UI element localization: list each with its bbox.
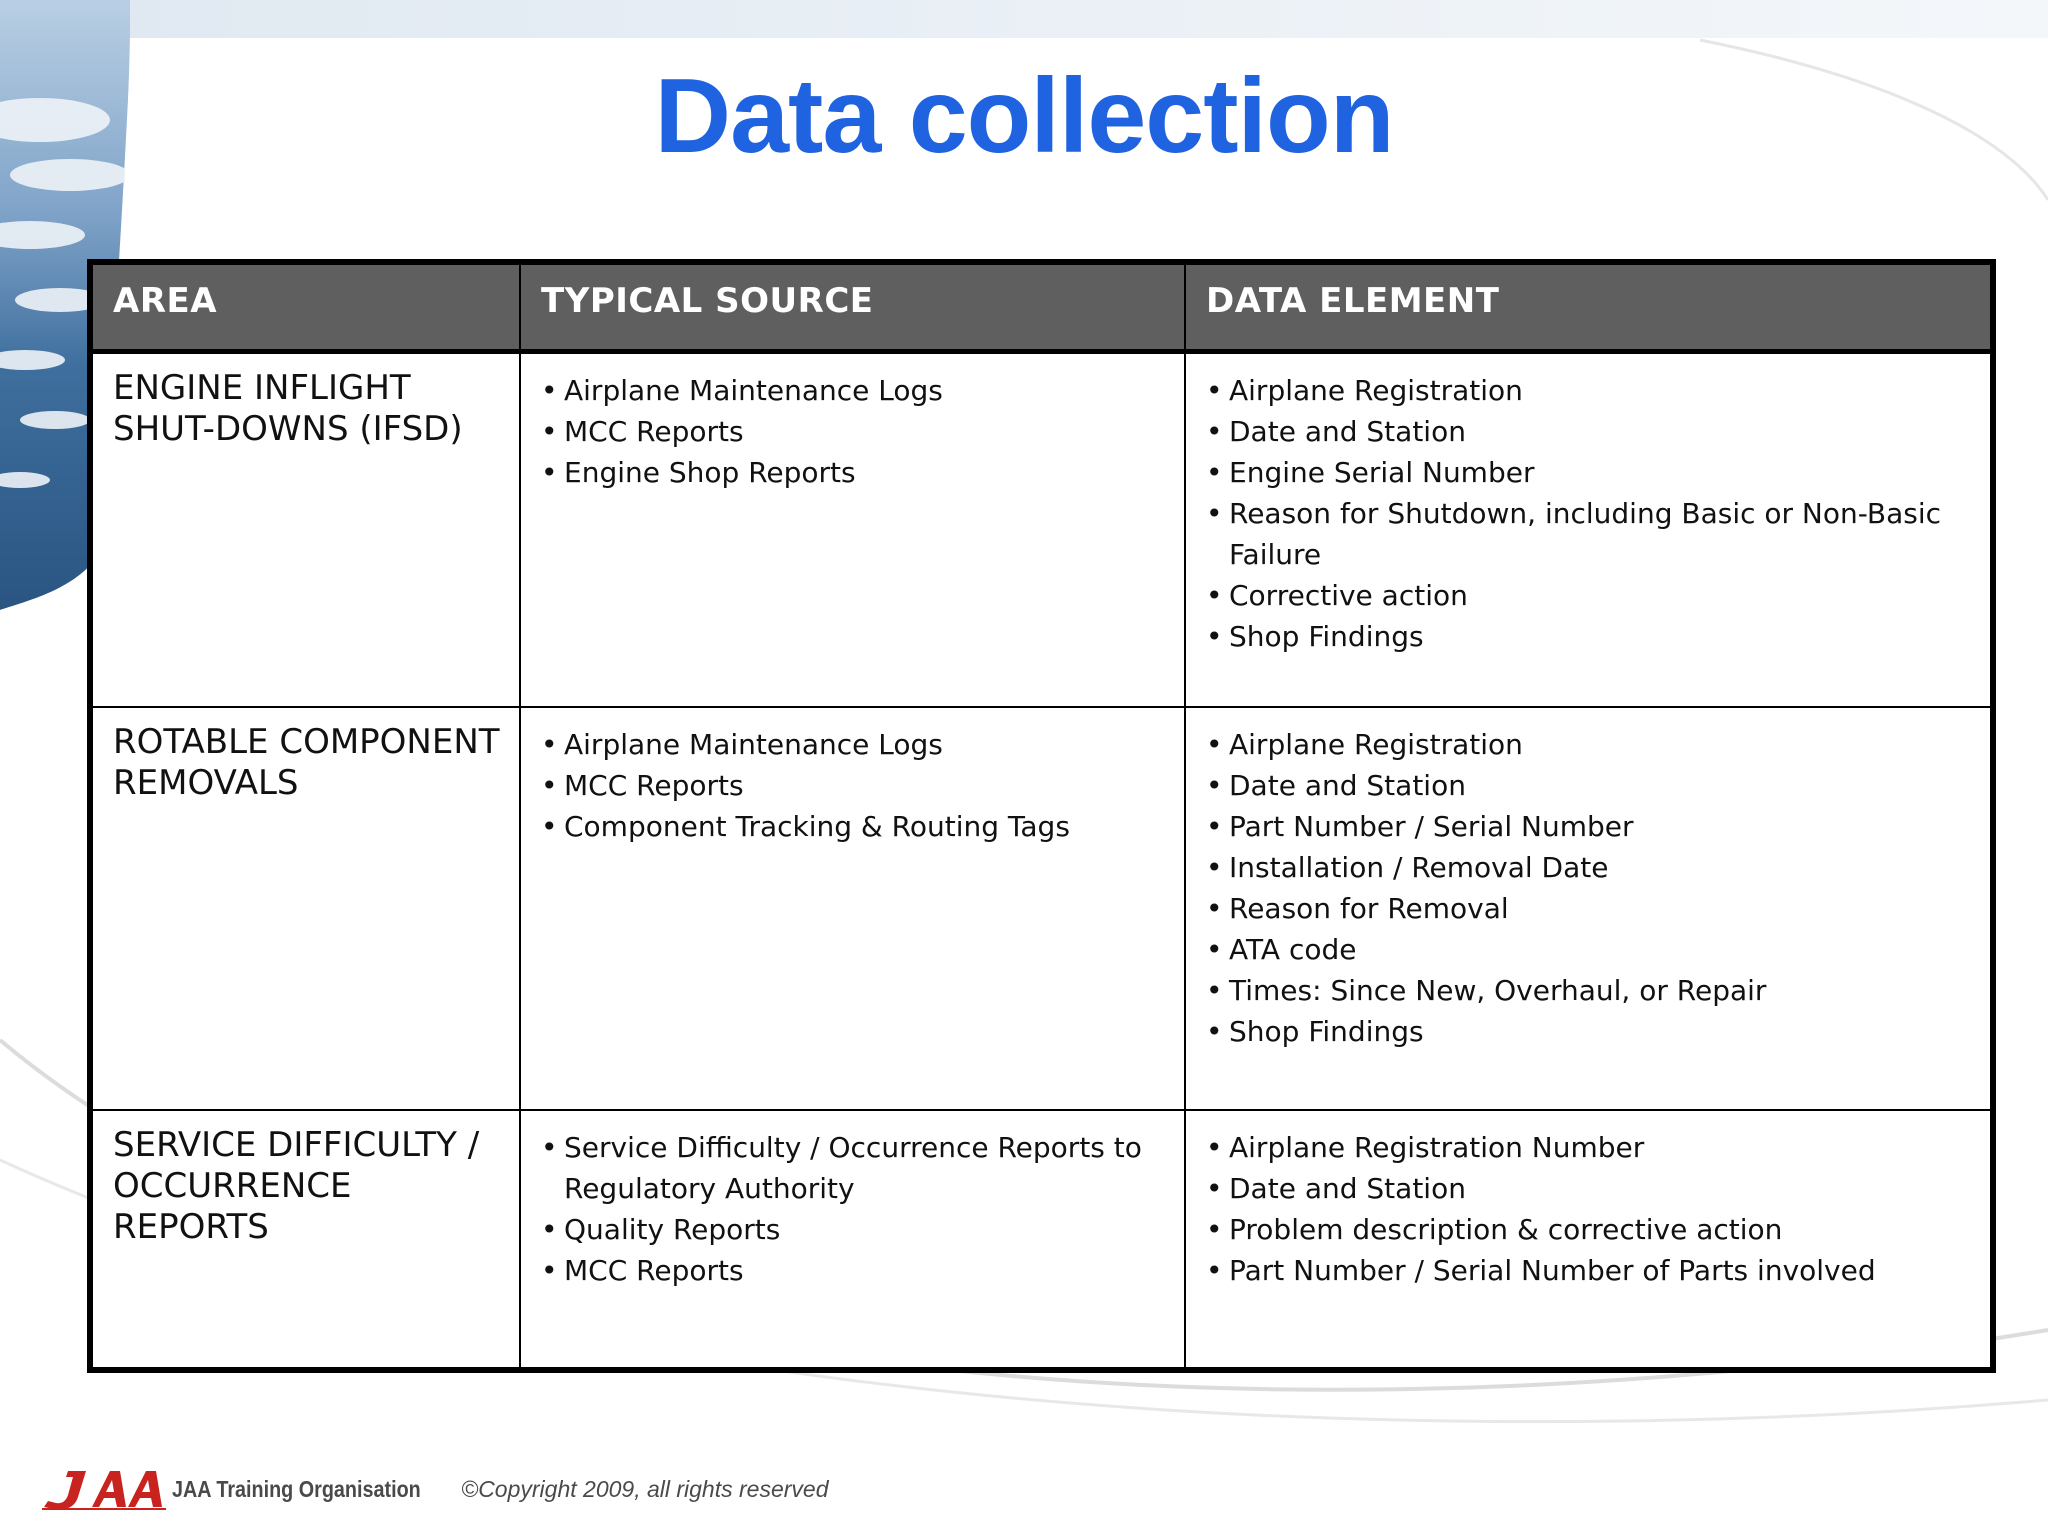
area-label: ENGINE INFLIGHT SHUT-DOWNS (IFSD) [113, 368, 463, 449]
jaa-logo [42, 1467, 166, 1511]
element-list [1186, 354, 1990, 657]
source-cell [520, 1110, 1185, 1370]
source-item: • Quality Reports [541, 1209, 1174, 1250]
source-item: • MCC Reports [541, 411, 1174, 452]
area-cell [90, 1110, 520, 1370]
element-item: • Times: Since New, Overhaul, or Repair [1206, 970, 1980, 1011]
element-item: • Date and Station [1206, 765, 1980, 806]
area-label: ROTABLE COMPONENT REMOVALS [113, 722, 500, 803]
element-item: • ATA code [1206, 929, 1980, 970]
source-item: • Service Difficulty / Occurrence Reports to Regulatory Authority [541, 1127, 1174, 1209]
element-item: • Airplane Registration [1206, 724, 1980, 765]
element-item: • Engine Serial Number [1206, 452, 1980, 493]
slide-title: Data collection [654, 57, 1394, 175]
element-item: • Shop Findings [1206, 1011, 1980, 1052]
element-cell [1185, 707, 1993, 1110]
table-row [90, 352, 1993, 708]
element-item: • Reason for Removal [1206, 888, 1980, 929]
source-item: • MCC Reports [541, 765, 1174, 806]
element-item: • Airplane Registration [1206, 370, 1980, 411]
element-item: • Installation / Removal Date [1206, 847, 1980, 888]
data-collection-table [87, 259, 1996, 1373]
source-list [521, 1111, 1184, 1291]
area-cell [90, 707, 520, 1110]
table-row [90, 1110, 1993, 1370]
source-list [521, 354, 1184, 493]
element-item: • Part Number / Serial Number [1206, 806, 1980, 847]
source-item: • MCC Reports [541, 1250, 1174, 1291]
source-cell [520, 707, 1185, 1110]
footer [42, 1464, 829, 1514]
element-item: • Problem description & corrective action [1206, 1209, 1980, 1250]
table-row [90, 707, 1993, 1110]
footer-copyright: ©Copyright 2009, all rights reserved [461, 1475, 829, 1502]
element-item: • Part Number / Serial Number of Parts involved [1206, 1250, 1980, 1291]
element-item: • Date and Station [1206, 1168, 1980, 1209]
element-item: • Reason for Shutdown, including Basic or Non-Basic Failure [1206, 493, 1980, 575]
area-cell [90, 352, 520, 708]
column-header-data-element: DATA ELEMENT [1185, 262, 1993, 352]
area-label: SERVICE DIFFICULTY / OCCURRENCE REPORTS [113, 1125, 480, 1247]
source-item: • Airplane Maintenance Logs [541, 724, 1174, 765]
column-header-typical-source: TYPICAL SOURCE [520, 262, 1185, 352]
element-item: • Airplane Registration Number [1206, 1127, 1980, 1168]
source-cell [520, 352, 1185, 708]
element-item: • Shop Findings [1206, 616, 1980, 657]
element-cell [1185, 352, 1993, 708]
footer-organisation: JAA Training Organisation [172, 1475, 421, 1502]
element-cell [1185, 1110, 1993, 1370]
source-item: • Component Tracking & Routing Tags [541, 806, 1174, 847]
source-list [521, 708, 1184, 847]
element-list [1186, 708, 1990, 1052]
element-item: • Corrective action [1206, 575, 1980, 616]
element-list [1186, 1111, 1990, 1291]
source-item: • Engine Shop Reports [541, 452, 1174, 493]
source-item: • Airplane Maintenance Logs [541, 370, 1174, 411]
element-item: • Date and Station [1206, 411, 1980, 452]
table-header-row [90, 262, 1993, 352]
column-header-area: AREA [90, 262, 520, 352]
